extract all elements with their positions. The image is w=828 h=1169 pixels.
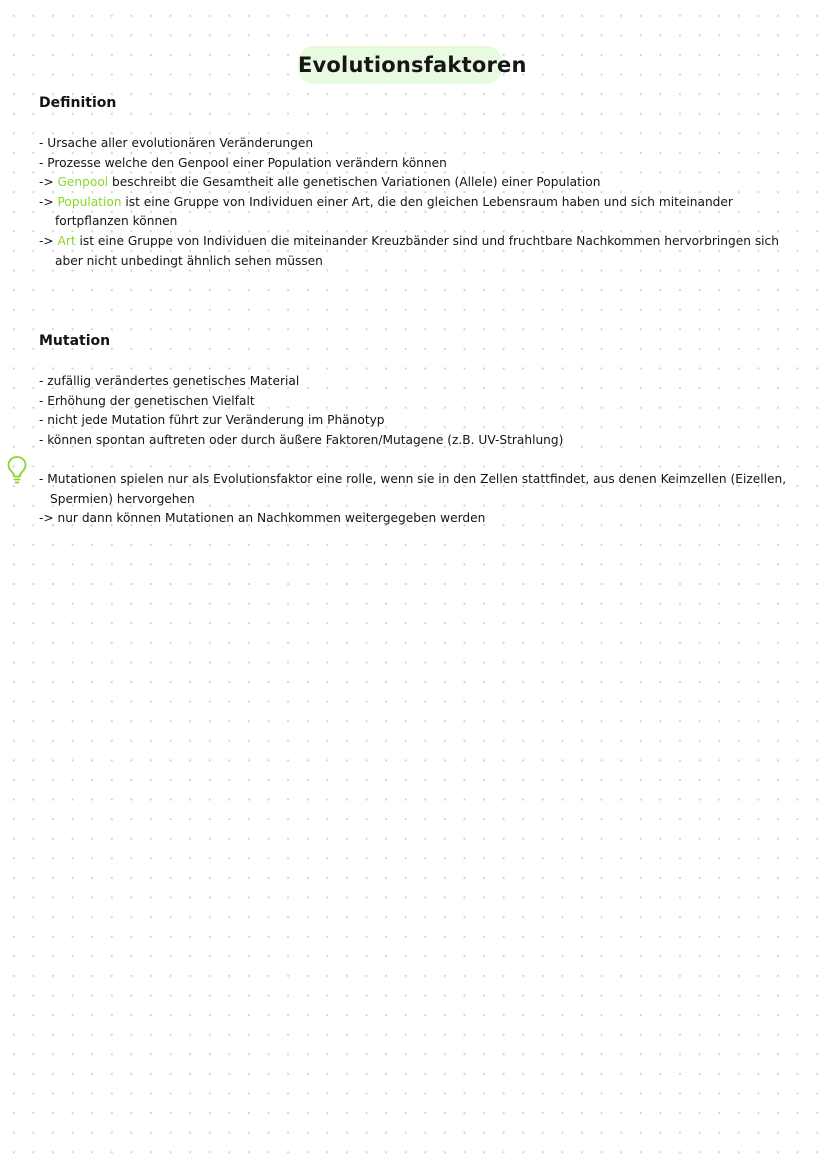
tip-conclusion: -> nur dann können Mutationen an Nachkommen weitergegeben werden <box>39 511 486 526</box>
definition-heading: Definition <box>39 95 117 111</box>
population-term: Population <box>57 194 122 209</box>
mutation-line: - nicht jede Mutation führt zur Veränderung im Phänotyp <box>39 413 385 428</box>
mutation-line: - zufällig verändertes genetisches Material <box>39 374 300 388</box>
definition-line: - Ursache aller evolutionären Veränderungen <box>39 136 314 150</box>
tip-continuation: Spermien) hervorgehen <box>50 491 195 506</box>
lightbulb-icon <box>7 455 27 485</box>
mutation-list <box>39 372 809 450</box>
art-term: Art <box>57 233 76 248</box>
definition-line: - Prozesse welche den Genpool einer Population verändern können <box>39 155 447 170</box>
page-title: Evolutionsfaktoren <box>298 46 502 84</box>
population-continuation: fortpflanzen können <box>55 214 178 229</box>
art-line <box>39 232 809 252</box>
arrow-prefix: -> <box>39 175 58 190</box>
mutation-line: - können spontan auftreten oder durch äußere Faktoren/Mutagene (z.B. UV-Strahlung) <box>39 432 564 447</box>
tip-line: - Mutationen spielen nur als Evolutionsfaktor eine rolle, wenn sie in den Zellen stattfindet, aus denen Keimzellen (Eizellen, <box>39 472 787 486</box>
arrow-prefix: -> <box>39 233 58 248</box>
genpool-term: Genpool <box>57 175 109 190</box>
population-line <box>39 193 809 213</box>
mutation-heading: Mutation <box>39 333 111 349</box>
genpool-text: beschreibt die Gesamtheit alle genetischen Variationen (Allele) einer Population <box>108 175 601 190</box>
mutation-line: - Erhöhung der genetischen Vielfalt <box>39 393 255 408</box>
arrow-prefix: -> <box>39 194 58 209</box>
mutation-tip <box>39 470 809 529</box>
population-text: ist eine Gruppe von Individuen einer Art, die den gleichen Lebensraum haben und sich miteinander <box>121 194 733 209</box>
art-continuation: aber nicht unbedingt ähnlich sehen müssen <box>55 253 323 268</box>
genpool-line <box>39 173 809 193</box>
art-text: ist eine Gruppe von Individuen die miteinander Kreuzbänder sind und fruchtbare Nachkommen hervorbringen sich <box>75 233 779 248</box>
definition-list <box>39 134 809 271</box>
